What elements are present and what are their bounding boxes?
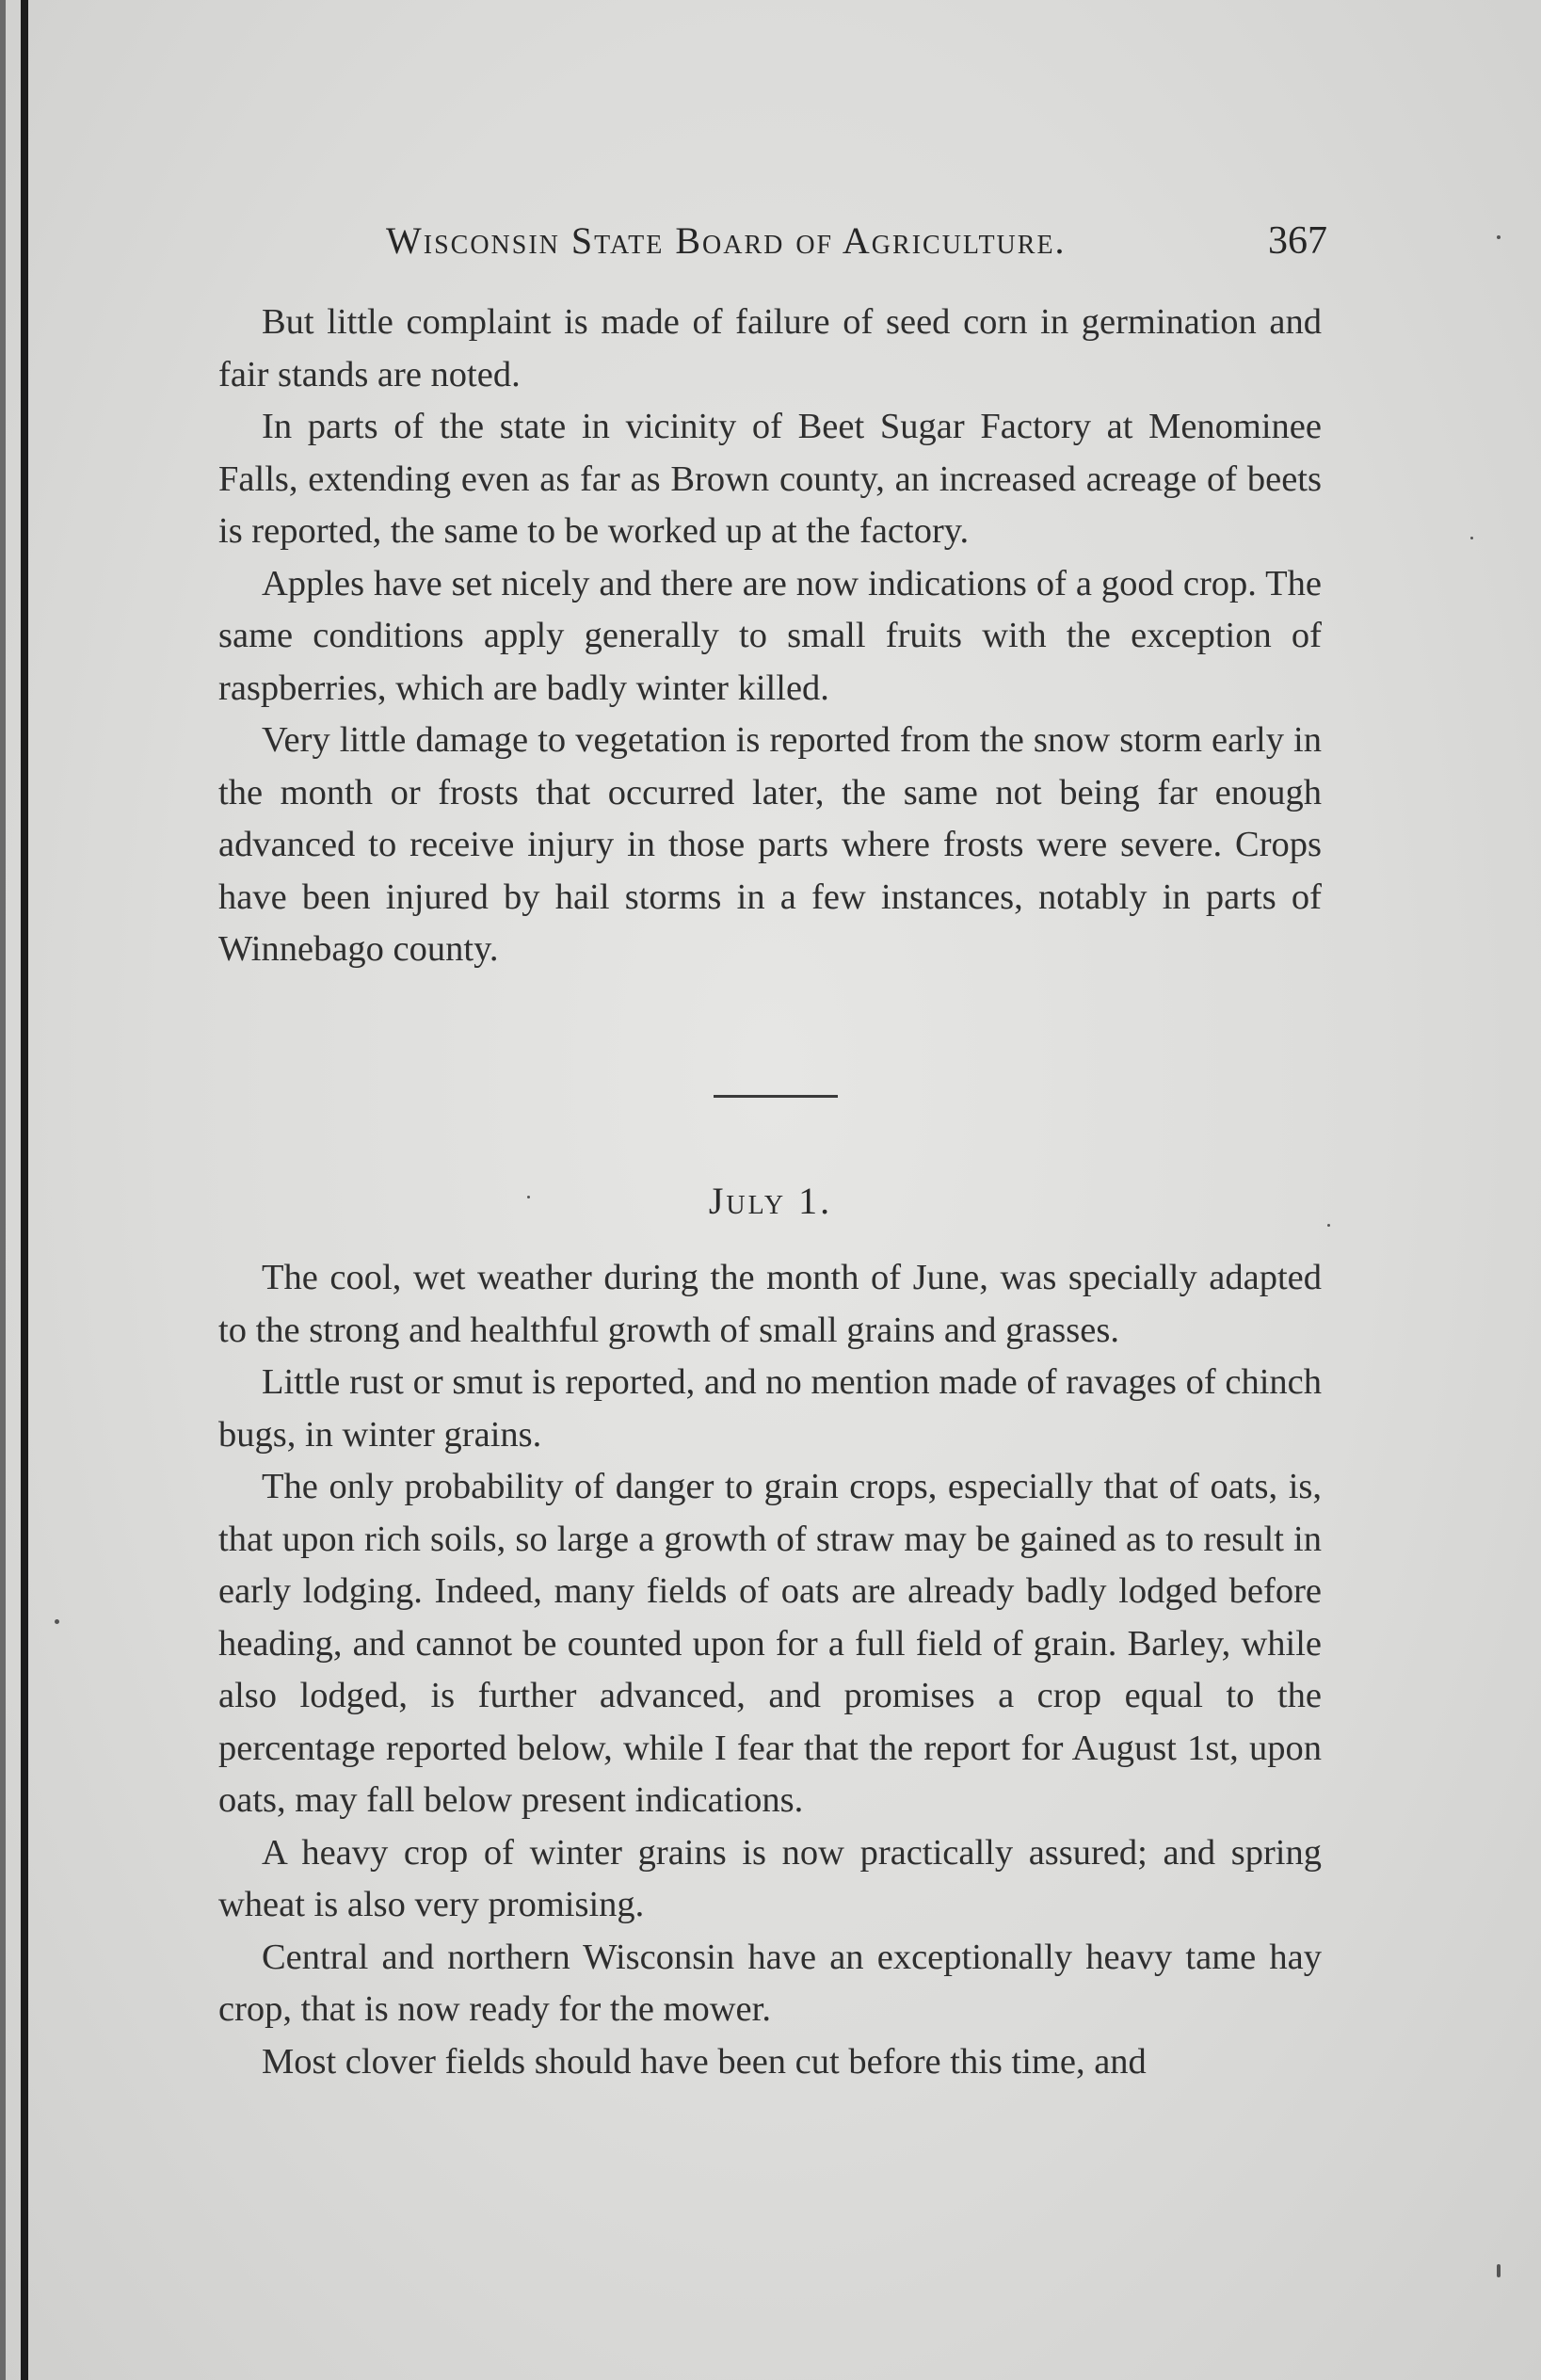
print-speck — [1470, 537, 1473, 539]
print-speck — [1497, 2264, 1501, 2277]
paragraph: Most clover fields should have been cut before this time, and — [262, 2041, 1147, 2082]
section-separator-rule — [714, 1095, 838, 1098]
paragraph: But little complaint is made of failure of seed corn in germination and fair stands are noted. — [218, 302, 1322, 394]
paragraph: Little rust or smut is reported, and no mention made of ravages of chinch bugs, in winter grains. — [218, 1362, 1322, 1455]
paragraph: Apples have set nicely and there are now indications of a good crop. The same conditions apply generally to small fruits with the exception of raspberries, which are badly winter killed. — [218, 563, 1322, 708]
section-title: July 1. — [708, 1180, 833, 1222]
section-july-report — [218, 1252, 1322, 2088]
page-number: 367 — [1268, 219, 1327, 263]
paragraph: Central and northern Wisconsin have an exceptionally heavy tame hay crop, that is now ready for the mower. — [218, 1937, 1322, 2029]
page-header — [386, 218, 1327, 275]
print-speck — [1327, 1224, 1330, 1227]
section-june-report — [218, 297, 1322, 976]
running-head: Wisconsin State Board of Agriculture. — [386, 219, 1067, 262]
print-speck — [527, 1196, 530, 1198]
paragraph: Very little damage to vegetation is reported from the snow storm early in the month or frosts that occurred later, the same not being far enough advanced to receive injury in those parts where frosts were severe. Crops have been injured by hail storms in a few instances, notably in parts of Winnebago county. — [218, 720, 1322, 969]
print-speck — [55, 1619, 59, 1624]
print-speck — [1497, 235, 1501, 239]
paragraph: A heavy crop of winter grains is now practically assured; and spring wheat is also very promising. — [218, 1832, 1322, 1924]
paragraph: The only probability of danger to grain crops, especially that of oats, is, that upon rich soils, so large a growth of straw may be gained as to result in early lodging. Indeed, many fields of oats are already badly lodged before heading, and cannot be counted upon for a full field of grain. Barley, while also lodged, is further advanced, and promises a crop equal to the percentage reported below, while I fear that the report for August 1st, upon oats, may fall below present indications. — [218, 1467, 1322, 1820]
paragraph: The cool, wet weather during the month of June, was specially adapted to the strong and healthful growth of small grains and grasses. — [218, 1258, 1322, 1350]
paragraph: In parts of the state in vicinity of Beet Sugar Factory at Menominee Falls, extending even as far as Brown county, an increased acreage of beets is reported, the same to be worked up at the factory. — [218, 407, 1322, 551]
